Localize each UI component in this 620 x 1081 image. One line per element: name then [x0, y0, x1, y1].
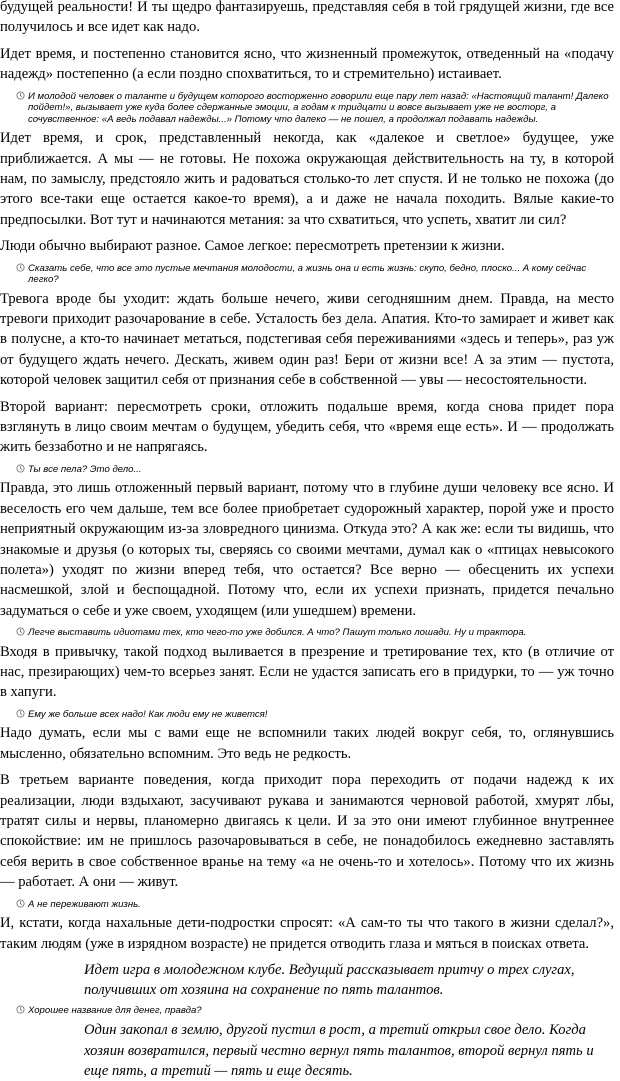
note-text: А не переживают жизнь. [28, 898, 141, 910]
side-note [0, 91, 614, 126]
note-marker-icon [16, 899, 25, 908]
note-marker-icon [16, 263, 25, 272]
parable-quote: Один закопал в землю, другой пустил в рост, а третий открыл свое дело. Когда хозяин возвратился, первый честно вернул пять талантов, второй вернул пять и еще пять, а третий — пять и еще десять. [84, 1022, 594, 1080]
paragraph: Второй вариант: пересмотреть сроки, отложить подальше время, когда снова придет пора взглянуть в лицо своим мечтам о будущем, убедить себя, что «время еще есть». И — продолжать жить беззаботно и не напрягаясь. [0, 398, 614, 456]
paragraph: Надо думать, если мы с вами еще не вспомнили таких людей вокруг себя, то, оглянувшись мысленно, обязательно вспомним. Это ведь не редкость. [0, 725, 614, 762]
paragraph: Входя в привычку, такой подход выливается в презрение и третирование тех, кто (в отличие от нас, презирающих) чем-то всерьез занят. Если не удастся записать его в придурки, то — уж точно в хапуги. [0, 643, 614, 701]
paragraph: Идет время, и постепенно становится ясно, что жизненный промежуток, отведенный на «подачу надежд» постепенно (а если поздно спохватиться, то и стремительно) истаивает. [0, 45, 614, 83]
note-text: Хорошее название для денег, правда? [28, 1004, 202, 1016]
paragraph: Идет время, и срок, представленный некогда, как «далекое и светлое» будущее, уже приближается. А мы — не готовы. Не похожа окружающая действительность на ту, в которой нам, по замыслу, предстояло жить и радоваться столько-то лет спустя. И не только не похожа (до этого все-таки еще остается какое-то время), а и даже не начала походить. Вялые какие-то предпосылки. Вот тут и начинаются метания: за что схватиться, что успеть, хватит ли сил? [0, 130, 614, 228]
paragraph: Правда, это лишь отложенный первый вариант, потому что в глубине души человеку все ясно. И веселость его чем дальше, тем все более приобретает судорожный характер, порой уже и просто неприятный окружающим из-за зловредного цинизма. Откуда это? А как же: если ты видишь, что знакомые и друзья (о которых ты, сверяясь со своими мечтами, думал как о «птицах невысокого полета») уходят по жизни вперед тебя, что остается? Все верно — обесценить их успехи насмешкой, злой и беспощадной. Потому что, если их успехи признать, придется печально задуматься о себе и уже своем, уходящем (или ушедшем) времени. [0, 480, 614, 619]
note-text: Сказать себе, что все это пустые мечтания молодости, а жизнь она и есть жизнь: скупо, бедно, плоско... А кому сейчас легко? [28, 262, 587, 286]
side-note [0, 464, 614, 476]
paragraph: И, кстати, когда нахальные дети-подростки спросят: «А сам-то ты что такого в жизни сделал?», таким людям (уже в изрядном возрасте) не придется отводить глаза и мяться в поисках ответа. [0, 915, 614, 952]
paragraph: будущей реальности! И ты щедро фантазируешь, представляя себя в той грядущей жизни, где все получилось и все идет как надо. [0, 0, 614, 36]
note-marker-icon [16, 1005, 25, 1014]
side-note [0, 1005, 614, 1017]
note-text: Ему же больше всех надо! Как люди ему не живется! [28, 708, 268, 720]
side-note [0, 263, 614, 286]
paragraph: Тревога вроде бы уходит: ждать больше нечего, живи сегодняшним днем. Правда, на место тревоги приходит разочарование в себе. Усталость без дела. Апатия. Кто-то замирает и живет как в полусне, а кто-то начинает метаться, подстегивая себя переживаниями «здесь и теперь», раз уж от будущего ждать нечего. Дескать, живем один раз! Бери от жизни все! А за этим — пустота, которой человек защитил себя от признания себе в собственной — увы — несостоятельности. [0, 290, 614, 389]
side-note [0, 709, 614, 721]
note-marker-icon [16, 709, 25, 718]
note-marker-icon [16, 627, 25, 636]
side-note [0, 627, 614, 639]
note-text: Ты все пела? Это дело... [28, 463, 142, 475]
parable-quote: Идет игра в молодежном клубе. Ведущий рассказывает притчу о трех слугах, получивших от хозяина на сохранение по пять талантов. [84, 961, 575, 999]
side-note [0, 899, 614, 911]
note-marker-icon [16, 464, 25, 473]
note-text: Легче выставить идиотами тех, кто чего-то уже добился. А что? Пашут только лошади. Ну и трактора. [28, 627, 527, 639]
paragraph: Люди обычно выбирают разное. Самое легкое: пересмотреть претензии к жизни. [0, 238, 505, 255]
note-marker-icon [16, 91, 25, 100]
note-text: И молодой человек о таланте и будущем которого восторженно говорили еще пару лет назад: «Настоящий талант! Далеко пойдет!», вызывает уже куда более сдержанные эмоции, а годам к тридцати и вовсе вызывает уже не восторг, а сочувственное: «А ведь подавал надежды...» Потому что далеко — не пошел, а продолжал подавать надежды. [28, 90, 609, 125]
paragraph: В третьем варианте поведения, когда приходит пора переходить от подачи надежд к их реализации, люди вздыхают, засучивают рукава и занимаются черновой работой, хмурят лбы, тратят силы и нервы, планомерно двигаясь к цели. И за это они имеют глубинное внутреннее спокойствие: им не пришлось разочаровываться в себе, не понадобилось ежедневно заставлять себя верить в свое собственное вранье на тему «а не очень-то и хотелось». Потому что их жизнь — работает. А они — живут. [0, 772, 614, 891]
